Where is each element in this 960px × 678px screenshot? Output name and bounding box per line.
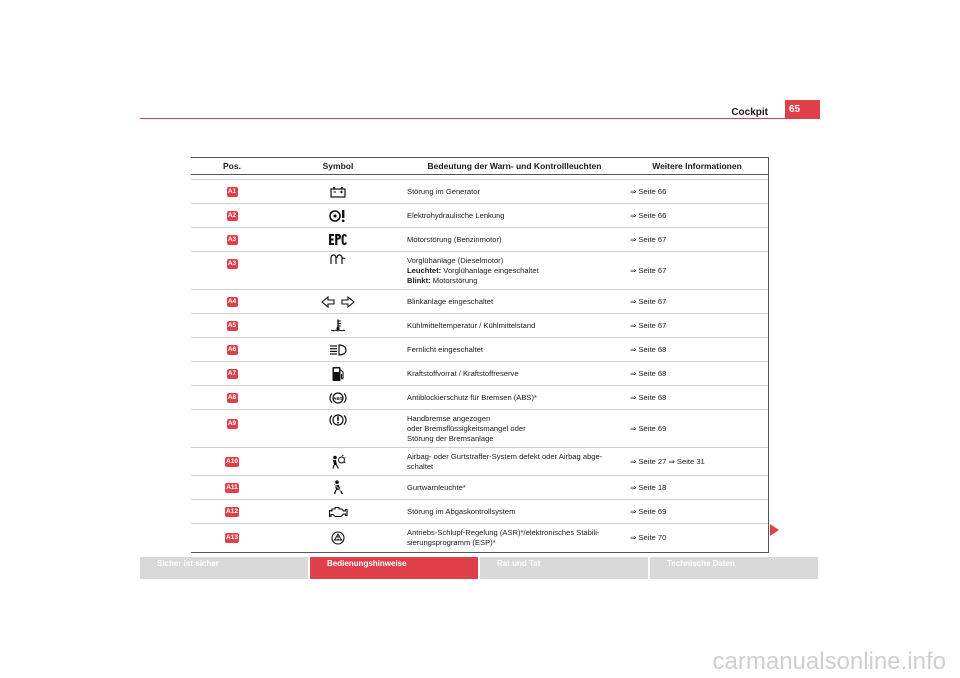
info-link[interactable]: ⇒ Seite 67 — [626, 228, 768, 252]
coolant-temperature-icon — [330, 321, 346, 330]
meaning-line: schaltet — [407, 461, 434, 471]
table-row — [191, 524, 768, 552]
position-badge: A11 — [226, 484, 238, 491]
info-link[interactable]: ⇒ Seite 69 — [626, 410, 768, 448]
meaning-cell: Kühlmitteltemperatur / Kühlmittelstand — [403, 314, 626, 338]
column-header-info: Weitere Informationen — [626, 158, 768, 175]
table-row — [191, 290, 768, 314]
info-link[interactable]: ⇒ Seite 67 — [626, 290, 768, 314]
meaning-cell: Motorstörung (Benzinmotor) — [403, 228, 626, 252]
table-row — [191, 228, 768, 252]
position-badge: A2 — [227, 212, 237, 219]
tab-rat-und-tat[interactable]: Rat und Tat — [480, 557, 648, 579]
warning-lights-table — [191, 157, 769, 553]
info-link[interactable]: ⇒ Seite 68 — [626, 338, 768, 362]
position-badge: A9 — [227, 420, 237, 427]
meaning-line: Airbag- oder Gurtstraffer-System defekt oder Airbag abge- — [407, 451, 603, 461]
info-link[interactable]: ⇒ Seite 27 ⇒ Seite 31 — [626, 448, 768, 476]
meaning-cell-multiline — [403, 410, 626, 448]
table-row — [191, 448, 768, 476]
meaning-cell-multiline — [403, 524, 626, 552]
meaning-cell: Antiblockierschutz für Bremsen (ABS)* — [403, 386, 626, 410]
tab-bedienungshinweise[interactable]: Bedienungshinweise — [310, 557, 478, 579]
meaning-cell: Gurtwarnleuchte* — [403, 476, 626, 500]
meaning-line — [407, 276, 626, 286]
meaning-line: oder Bremsflüssigkeitsmangel oder — [407, 423, 526, 433]
footer-tabs — [140, 557, 820, 579]
table-row — [191, 362, 768, 386]
meaning-label: Blinkt: — [407, 275, 431, 285]
position-badge: A3 — [227, 236, 237, 243]
info-link[interactable]: ⇒ Seite 70 — [626, 524, 768, 552]
turn-signal-icon — [321, 297, 355, 306]
position-badge: A6 — [227, 346, 237, 353]
meaning-text: Motorstörung — [432, 275, 478, 285]
meaning-line — [407, 266, 626, 276]
header-rule — [140, 118, 785, 119]
table-row — [191, 314, 768, 338]
tab-sicher-ist-sicher[interactable]: Sicher ist sicher — [140, 557, 308, 579]
column-header-symbol: Symbol — [273, 158, 403, 175]
brake-warning-icon — [329, 415, 347, 424]
table-row — [191, 500, 768, 524]
airbag-icon — [330, 457, 346, 466]
table-row — [191, 180, 768, 204]
info-link[interactable]: ⇒ Seite 67 — [626, 314, 768, 338]
info-link[interactable]: ⇒ Seite 18 — [626, 476, 768, 500]
battery-icon — [330, 187, 346, 196]
info-link[interactable]: ⇒ Seite 69 — [626, 500, 768, 524]
meaning-line: sierungsprogramm (ESP)* — [407, 537, 496, 547]
table-row — [191, 204, 768, 228]
position-badge: A12 — [226, 508, 238, 515]
next-page-arrow-icon[interactable] — [770, 524, 779, 536]
epc-icon — [328, 235, 348, 244]
table-row — [191, 476, 768, 500]
meaning-line: Handbremse angezogen — [407, 413, 491, 423]
meaning-cell-multiline — [403, 252, 626, 290]
esp-icon — [330, 533, 346, 542]
steering-warning-icon — [329, 211, 347, 220]
glow-plug-icon — [329, 255, 347, 264]
meaning-cell: Störung im Abgaskontrollsystem — [403, 500, 626, 524]
seatbelt-icon — [331, 483, 345, 492]
position-badge: A13 — [226, 534, 238, 542]
column-header-pos: Pos. — [191, 158, 273, 175]
meaning-cell: Fernlicht eingeschaltet — [403, 338, 626, 362]
meaning-cell: Kraftstoffvorrat / Kraftstoffreserve — [403, 362, 626, 386]
position-badge: A10 — [226, 458, 238, 465]
info-link[interactable]: ⇒ Seite 68 — [626, 362, 768, 386]
position-badge: A5 — [227, 322, 237, 329]
engine-check-icon — [328, 507, 348, 516]
page-title: Cockpit — [731, 107, 768, 118]
high-beam-icon — [329, 345, 347, 354]
meaning-cell: Blinkanlage eingeschaltet — [403, 290, 626, 314]
tab-technische-daten[interactable]: Technische Daten — [650, 557, 818, 579]
position-badge: A1 — [227, 188, 237, 195]
table-row — [191, 386, 768, 410]
meaning-line: Störung der Bremsanlage — [407, 433, 494, 443]
info-link[interactable]: ⇒ Seite 67 — [626, 252, 768, 290]
info-link[interactable]: ⇒ Seite 68 — [626, 386, 768, 410]
meaning-cell: Elektrohydraulische Lenkung — [403, 204, 626, 228]
watermark: carmanualsonline.info — [712, 648, 946, 675]
table-header-row — [191, 158, 768, 175]
meaning-cell: Störung im Generator — [403, 180, 626, 204]
meaning-label: Leuchtet: — [407, 265, 442, 275]
info-link[interactable]: ⇒ Seite 66 — [626, 204, 768, 228]
info-link[interactable]: ⇒ Seite 66 — [626, 180, 768, 204]
table-row — [191, 410, 768, 448]
position-badge: A4 — [227, 298, 237, 305]
page-number: 65 — [785, 100, 820, 119]
meaning-text: Vorglühanlage eingeschaltet — [443, 265, 539, 275]
meaning-line: Antriebs-Schlupf-Regelung (ASR)*/elektronisches Stabili- — [407, 527, 600, 537]
position-badge: A3 — [227, 260, 237, 267]
meaning-line: Vorglühanlage (Dieselmotor) — [407, 255, 504, 265]
abs-icon — [329, 393, 347, 402]
column-header-meaning: Bedeutung der Warn- und Kontrollleuchten — [403, 158, 626, 175]
fuel-pump-icon — [331, 369, 345, 378]
position-badge: A7 — [227, 370, 237, 377]
table-row — [191, 252, 768, 290]
svg-text:ABS: ABS — [333, 395, 343, 401]
meaning-cell-multiline — [403, 448, 626, 476]
table-row — [191, 338, 768, 362]
position-badge: A8 — [227, 394, 237, 401]
